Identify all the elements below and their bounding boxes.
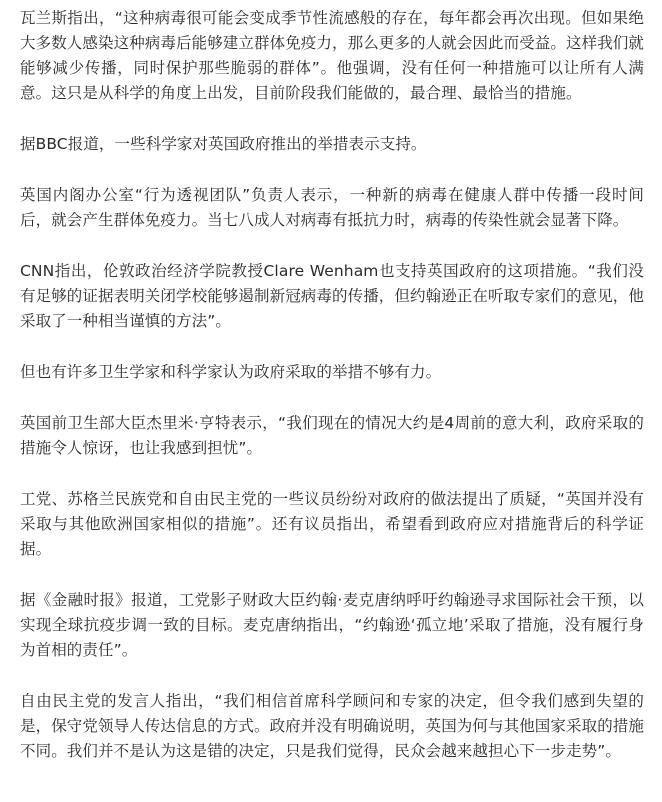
paragraph-lib-dem-spokesperson: 自由民主党的发言人指出，“我们相信首席科学顾问和专家的决定，但令我们感到失望的是，保守党领导人传达信息的方式。政府并没有明确说明，英国为何与其他国家采取的措施不同。我们并不是认为这是错的决定，只是我们觉得，民众会越来越担心下一步走势”。 xyxy=(20,692,645,760)
paragraph-cnn-wenham: CNN指出，伦敦政治经济学院教授Clare Wenham也支持英国政府的这项措施。“我们没有足够的证据表明关闭学校能够遏制新冠病毒的传播，但约翰逊正在听取专家们的意见，他采取了一种相当谨慎的方法”。 xyxy=(20,262,645,330)
paragraph-hunt-quote: 英国前卫生部大臣杰里米·亨特表示，“我们现在的情况大约是4周前的意大利，政府采取的措施令人惊讶，也让我感到担忧”。 xyxy=(20,414,644,457)
paragraph-mps-question: 工党、苏格兰民族党和自由民主党的一些议员纷纷对政府的做法提出了质疑，“英国并没有采取与其他欧洲国家相似的措施”。还有议员指出，希望看到政府应对措施背后的科学证据。 xyxy=(20,490,644,558)
paragraph-vallance-quote: 瓦兰斯指出，“这种病毒很可能会变成季节性流感般的存在，每年都会再次出现。但如果绝大多数人感染这种病毒后能够建立群体免疫力，那么更多的人就会因此而受益。这样我们就能够减少传播，同时保护那些脆弱的群体”。他强调，没有任何一种措施可以让所有人满意。这只是从科学的角度上出发，目前阶段我们能做的，最合理、最恰当的措施。 xyxy=(20,9,645,102)
paragraph-behavioural-insights-team: 英国内阁办公室“行为透视团队”负责人表示，一种新的病毒在健康人群中传播一段时间后，就会产生群体免疫力。当七八成人对病毒有抵抗力时，病毒的传染性就会显著下降。 xyxy=(20,186,644,229)
paragraph-critics-intro: 但也有许多卫生学家和科学家认为政府采取的举措不够有力。 xyxy=(20,363,442,381)
paragraph-ft-mcdonnell: 据《金融时报》报道，工党影子财政大臣约翰·麦克唐纳呼吁约翰逊寻求国际社会干预，以实现全球抗疫步调一致的目标。麦克唐纳指出，“约翰逊‘孤立地’采取了措施，没有履行身为首相的责任”。 xyxy=(20,591,644,659)
paragraph-bbc-report: 据BBC报道，一些科学家对英国政府推出的举措表示支持。 xyxy=(20,135,427,153)
